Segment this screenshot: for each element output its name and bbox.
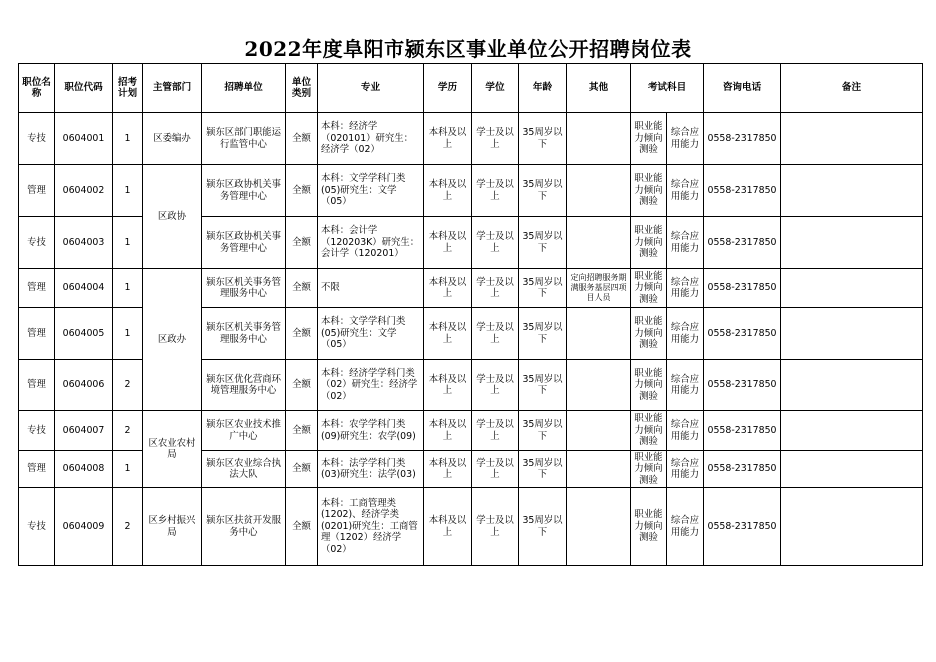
department: 区农业农村局	[143, 411, 202, 488]
degree: 学士及以上	[472, 488, 519, 566]
degree: 学士及以上	[472, 165, 519, 217]
header-cell: 招聘单位	[202, 64, 286, 113]
hiring-unit: 颍东区农业技术推广中心	[202, 411, 286, 451]
exam-subject-1: 职业能力倾向测验	[631, 113, 667, 165]
header-cell: 职位名称	[19, 64, 55, 113]
header-cell: 学历	[424, 64, 472, 113]
position-name: 管理	[19, 451, 55, 488]
major: 本科：文学学科门类(05)研究生：文学（05）	[318, 165, 424, 217]
exam-subject-2: 综合应用能力	[667, 308, 704, 360]
age: 35周岁以下	[519, 165, 567, 217]
other	[567, 217, 631, 269]
unit-category: 全额	[286, 217, 318, 269]
exam-subject-1: 职业能力倾向测验	[631, 451, 667, 488]
major: 本科：会计学（120203K）研究生：会计学（120201）	[318, 217, 424, 269]
header-row	[19, 64, 923, 113]
table-row	[19, 411, 923, 451]
phone: 0558-2317850	[704, 165, 781, 217]
unit-category: 全额	[286, 411, 318, 451]
header-cell: 职位代码	[55, 64, 113, 113]
exam-subject-2: 综合应用能力	[667, 451, 704, 488]
exam-subject-1: 职业能力倾向测验	[631, 360, 667, 411]
note	[781, 411, 923, 451]
exam-subject-1: 职业能力倾向测验	[631, 411, 667, 451]
position-code: 0604009	[55, 488, 113, 566]
age: 35周岁以下	[519, 308, 567, 360]
page-title: 2022年度阜阳市颍东区事业单位公开招聘岗位表	[244, 37, 692, 61]
hiring-unit: 颍东区政协机关事务管理中心	[202, 165, 286, 217]
unit-category: 全额	[286, 451, 318, 488]
education: 本科及以上	[424, 411, 472, 451]
position-code: 0604008	[55, 451, 113, 488]
position-code: 0604004	[55, 269, 113, 308]
department: 区乡村振兴局	[143, 488, 202, 566]
header-cell: 考试科目	[631, 64, 704, 113]
education: 本科及以上	[424, 360, 472, 411]
degree: 学士及以上	[472, 217, 519, 269]
position-name: 专技	[19, 488, 55, 566]
other	[567, 308, 631, 360]
plan-count: 2	[113, 411, 143, 451]
age: 35周岁以下	[519, 411, 567, 451]
position-name: 管理	[19, 308, 55, 360]
exam-subject-2: 综合应用能力	[667, 165, 704, 217]
age: 35周岁以下	[519, 113, 567, 165]
note	[781, 217, 923, 269]
note	[781, 488, 923, 566]
position-code: 0604002	[55, 165, 113, 217]
unit-category: 全额	[286, 165, 318, 217]
education: 本科及以上	[424, 113, 472, 165]
table-row	[19, 488, 923, 566]
position-name: 管理	[19, 165, 55, 217]
header-cell: 招考计划	[113, 64, 143, 113]
position-code: 0604007	[55, 411, 113, 451]
degree: 学士及以上	[472, 269, 519, 308]
exam-subject-1: 职业能力倾向测验	[631, 488, 667, 566]
unit-category: 全额	[286, 113, 318, 165]
phone: 0558-2317850	[704, 488, 781, 566]
position-name: 专技	[19, 113, 55, 165]
education: 本科及以上	[424, 308, 472, 360]
education: 本科及以上	[424, 269, 472, 308]
phone: 0558-2317850	[704, 113, 781, 165]
other	[567, 165, 631, 217]
plan-count: 1	[113, 217, 143, 269]
plan-count: 2	[113, 360, 143, 411]
age: 35周岁以下	[519, 488, 567, 566]
degree: 学士及以上	[472, 113, 519, 165]
position-code: 0604003	[55, 217, 113, 269]
exam-subject-1: 职业能力倾向测验	[631, 308, 667, 360]
exam-subject-2: 综合应用能力	[667, 488, 704, 566]
hiring-unit: 颍东区机关事务管理服务中心	[202, 269, 286, 308]
other	[567, 113, 631, 165]
header-cell: 专业	[318, 64, 424, 113]
phone: 0558-2317850	[704, 360, 781, 411]
note	[781, 269, 923, 308]
phone: 0558-2317850	[704, 451, 781, 488]
phone: 0558-2317850	[704, 411, 781, 451]
education: 本科及以上	[424, 165, 472, 217]
other	[567, 451, 631, 488]
position-name: 管理	[19, 360, 55, 411]
exam-subject-1: 职业能力倾向测验	[631, 269, 667, 308]
header-cell: 单位类别	[286, 64, 318, 113]
plan-count: 1	[113, 269, 143, 308]
hiring-unit: 颍东区部门职能运行监管中心	[202, 113, 286, 165]
major: 本科：经济学学科门类（02）研究生：经济学（02）	[318, 360, 424, 411]
note	[781, 165, 923, 217]
header-cell: 其他	[567, 64, 631, 113]
header-cell: 备注	[781, 64, 923, 113]
note	[781, 360, 923, 411]
note	[781, 308, 923, 360]
degree: 学士及以上	[472, 451, 519, 488]
note	[781, 451, 923, 488]
plan-count: 1	[113, 113, 143, 165]
unit-category: 全额	[286, 488, 318, 566]
hiring-unit: 颍东区政协机关事务管理中心	[202, 217, 286, 269]
exam-subject-1: 职业能力倾向测验	[631, 217, 667, 269]
unit-category: 全额	[286, 360, 318, 411]
exam-subject-2: 综合应用能力	[667, 360, 704, 411]
department: 区政协	[143, 165, 202, 269]
hiring-unit: 颍东区扶贫开发服务中心	[202, 488, 286, 566]
header-cell: 学位	[472, 64, 519, 113]
table-row	[19, 113, 923, 165]
age: 35周岁以下	[519, 360, 567, 411]
degree: 学士及以上	[472, 360, 519, 411]
position-code: 0604001	[55, 113, 113, 165]
degree: 学士及以上	[472, 308, 519, 360]
exam-subject-2: 综合应用能力	[667, 217, 704, 269]
hiring-unit: 颍东区农业综合执法大队	[202, 451, 286, 488]
position-name: 专技	[19, 411, 55, 451]
major: 本科：农学学科门类(09)研究生：农学(09)	[318, 411, 424, 451]
job-table	[18, 63, 923, 566]
header-cell: 主管部门	[143, 64, 202, 113]
position-code: 0604006	[55, 360, 113, 411]
note	[781, 113, 923, 165]
exam-subject-2: 综合应用能力	[667, 113, 704, 165]
header-cell: 年龄	[519, 64, 567, 113]
education: 本科及以上	[424, 217, 472, 269]
education: 本科及以上	[424, 488, 472, 566]
department: 区委编办	[143, 113, 202, 165]
other: 定向招聘服务期满服务基层四项目人员	[567, 269, 631, 308]
age: 35周岁以下	[519, 269, 567, 308]
exam-subject-2: 综合应用能力	[667, 269, 704, 308]
major: 本科：法学学科门类(03)研究生：法学(03)	[318, 451, 424, 488]
degree: 学士及以上	[472, 411, 519, 451]
other	[567, 360, 631, 411]
major: 本科：工商管理类(1202)、经济学类(0201)研究生：工商管理（1202）经济学（02）	[318, 488, 424, 566]
department: 区政办	[143, 269, 202, 411]
plan-count: 1	[113, 165, 143, 217]
age: 35周岁以下	[519, 217, 567, 269]
exam-subject-1: 职业能力倾向测验	[631, 165, 667, 217]
other	[567, 411, 631, 451]
hiring-unit: 颍东区机关事务管理服务中心	[202, 308, 286, 360]
exam-subject-2: 综合应用能力	[667, 411, 704, 451]
age: 35周岁以下	[519, 451, 567, 488]
hiring-unit: 颍东区优化营商环境管理服务中心	[202, 360, 286, 411]
plan-count: 1	[113, 308, 143, 360]
phone: 0558-2317850	[704, 217, 781, 269]
other	[567, 488, 631, 566]
unit-category: 全额	[286, 308, 318, 360]
position-code: 0604005	[55, 308, 113, 360]
education: 本科及以上	[424, 451, 472, 488]
table-row	[19, 165, 923, 217]
phone: 0558-2317850	[704, 269, 781, 308]
position-name: 专技	[19, 217, 55, 269]
plan-count: 1	[113, 451, 143, 488]
position-name: 管理	[19, 269, 55, 308]
phone: 0558-2317850	[704, 308, 781, 360]
header-cell: 咨询电话	[704, 64, 781, 113]
table-row	[19, 269, 923, 308]
major: 不限	[318, 269, 424, 308]
major: 本科：文学学科门类(05)研究生：文学（05）	[318, 308, 424, 360]
major: 本科：经济学（020101）研究生：经济学（02）	[318, 113, 424, 165]
plan-count: 2	[113, 488, 143, 566]
unit-category: 全额	[286, 269, 318, 308]
